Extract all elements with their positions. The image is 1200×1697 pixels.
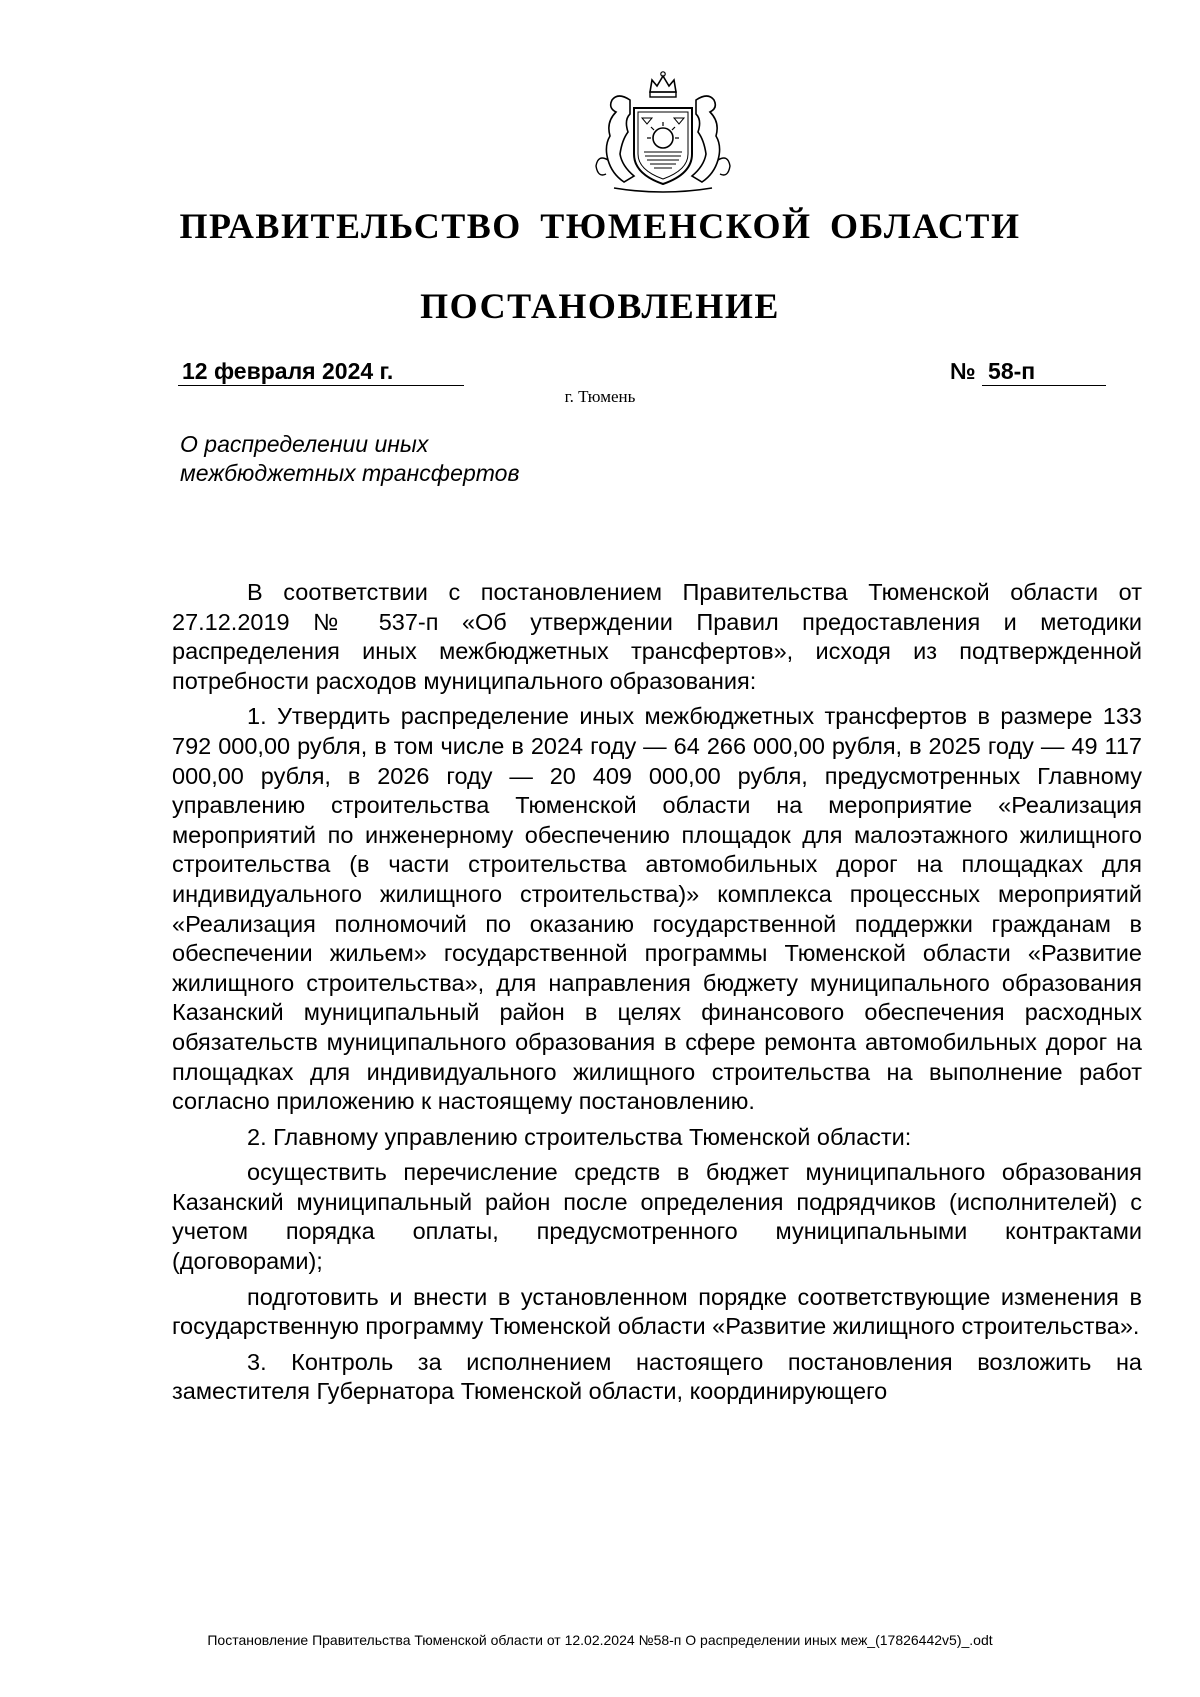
document-subject xyxy=(180,430,680,488)
coat-of-arms-icon xyxy=(590,70,736,198)
document-body xyxy=(172,578,1142,1413)
number-sign: № xyxy=(950,358,976,384)
paragraph-item-3: 3. Контроль за исполнением настоящего постановления возложить на заместителя Губернатора Тюменской области, координирующего xyxy=(172,1348,1142,1405)
paragraph-item-2: 2. Главному управлению строительства Тюменской области: xyxy=(247,1123,912,1150)
document-city: г. Тюмень xyxy=(564,387,636,406)
document-type: ПОСТАНОВЛЕНИЕ xyxy=(420,286,780,326)
page-footer: Постановление Правительства Тюменской области от 12.02.2024 №58-п О распределении иных меж_(17826442v5)_.odt xyxy=(207,1632,993,1648)
document-number: 58-п xyxy=(982,357,1106,386)
document-date: 12 февраля 2024 г. xyxy=(178,357,464,386)
paragraph-item-1: 1. Утвердить распределение иных межбюджетных трансфертов в размере 133 792 000,00 рубля, в том числе в 2024 году — 64 266 000,00 рубля, в 2025 году — 49 117 000,00 рубля, в 2026 году — 20 409 000,00 рубля, предусмотренных Главному управлению строительства Тюменской области на мероприятие «Реализация мероприятий по инженерному обеспечению площадок для малоэтажного жилищного строительства (в части строительства автомобильных дорог на площадках для индивидуального жилищного строительства)» комплекса процессных мероприятий «Реализация полномочий по оказанию государственной поддержки гражданам в обеспечении жильем» государственной программы Тюменской области «Развитие жилищного строительства», для направления бюджету муниципального образования Казанский муниципальный район в целях финансового обеспечения расходных обязательств муниципального образования в сфере ремонта автомобильных дорог на площадках для индивидуального жилищного строительства на выполнение работ согласно приложению к настоящему постановлению. xyxy=(172,703,1142,1115)
paragraph-item-2-transfer: осуществить перечисление средств в бюджет муниципального образования Казанский муниципальный район после определения подрядчиков (исполнителей) с учетом порядка оплаты, предусмотренного муниципальными контрактами (договорами); xyxy=(172,1159,1142,1275)
paragraph-preamble: В соответствии с постановлением Правительства Тюменской области от 27.12.2019 № 537-п «Об утверждении Правил предоставления и методики распределения иных межбюджетных трансфертов», исходя из подтвержденной потребности расходов муниципального образования: xyxy=(172,579,1142,694)
subject-line-2: межбюджетных трансфертов xyxy=(180,460,520,486)
paragraph-item-2-changes: подготовить и внести в установленном порядке соответствующие изменения в государственную программу Тюменской области «Развитие жилищного строительства». xyxy=(172,1283,1142,1340)
government-title: ПРАВИТЕЛЬСТВО ТЮМЕНСКОЙ ОБЛАСТИ xyxy=(179,206,1021,246)
document-number-field xyxy=(950,357,1130,386)
subject-line-1: О распределении иных xyxy=(180,431,429,457)
